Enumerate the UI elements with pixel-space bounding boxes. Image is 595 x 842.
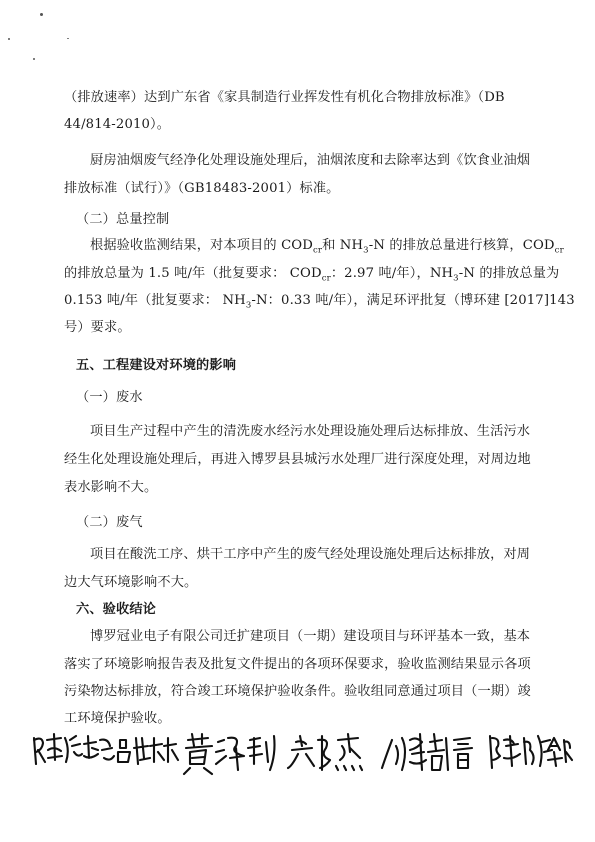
paragraph-line: 工环境保护验收。 — [64, 711, 171, 726]
signature-area — [30, 730, 575, 780]
signature-zheng-jie — [288, 734, 362, 770]
signature-chen-shulei — [34, 734, 114, 764]
paragraph-line: 根据验收监测结果，对本项目的 $COD_{cr}$和 $NH_3-N$ 的排放总量进行核算，$COD_{cr}$ — [90, 238, 564, 256]
signature-chen-bingchao — [490, 736, 552, 768]
paragraph-line: 边大气环境影响不大。 — [64, 575, 198, 590]
paragraph-line: 项目在酸洗工序、烘干工序中产生的废气经处理设施处理后达标排放，对周 — [90, 547, 531, 562]
paragraph-line: 44/814-2010）。 — [64, 117, 171, 132]
paragraph-line: 的排放总量为 1.5 吨/年（批复要求： $COD_{cr}$：2.97 吨/年），$NH_3-N$ 的排放总量为 — [64, 266, 560, 284]
paragraph-line: 博罗冠业电子有限公司迁扩建项目（一期）建设项目与环评基本一致，基本 — [90, 629, 531, 644]
signature-huang-zezhao — [184, 734, 275, 774]
section-heading: （二）总量控制 — [76, 212, 170, 227]
scan-speck — [67, 38, 69, 39]
signature-lv-shilin — [118, 738, 178, 764]
section-heading: （一）废水 — [76, 390, 143, 405]
paragraph-line: 厨房油烟废气经净化处理设施处理后，油烟浓度和去除率达到《饮食业油烟 — [90, 153, 531, 168]
signature-xie-xianfeng — [382, 734, 472, 770]
scan-speck — [40, 13, 43, 16]
paragraph-line: （排放速率）达到广东省《家具制造行业挥发性有机化合物排放标准》（DB — [64, 90, 505, 105]
scan-speck — [8, 38, 10, 40]
paragraph-line: 排放标准（试行）》（GB18483-2001）标准。 — [64, 181, 340, 196]
paragraph-line: 表水影响不大。 — [64, 480, 158, 495]
paragraph-line: 污染物达标排放，符合竣工环境保护验收条件。验收组同意通过项目（一期）竣 — [64, 684, 531, 699]
section-heading: 六、验收结论 — [76, 602, 157, 617]
section-heading: 五、工程建设对环境的影响 — [76, 358, 237, 373]
section-heading: （二）废气 — [76, 515, 143, 530]
paragraph-line: 0.153 吨/年（批复要求： $NH_3-N$：0.33 吨/年），满足环评批复（博环建 [2017]143 — [64, 293, 575, 311]
paragraph-line: 落实了环境影响报告表及批复文件提出的各项环保要求，验收监测结果显示各项 — [64, 657, 531, 672]
paragraph-line: 经生化处理设施处理后，再进入博罗县县城污水处理厂进行深度处理，对周边地 — [64, 452, 531, 467]
scan-speck — [33, 58, 35, 60]
paragraph-line: 项目生产过程中产生的清洗废水经污水处理设施处理后达标排放、生活污水 — [90, 424, 531, 439]
signature-strokes — [30, 730, 575, 780]
paragraph-line: 号）要求。 — [64, 320, 131, 335]
signature-guo-xiaopeng — [548, 738, 572, 766]
